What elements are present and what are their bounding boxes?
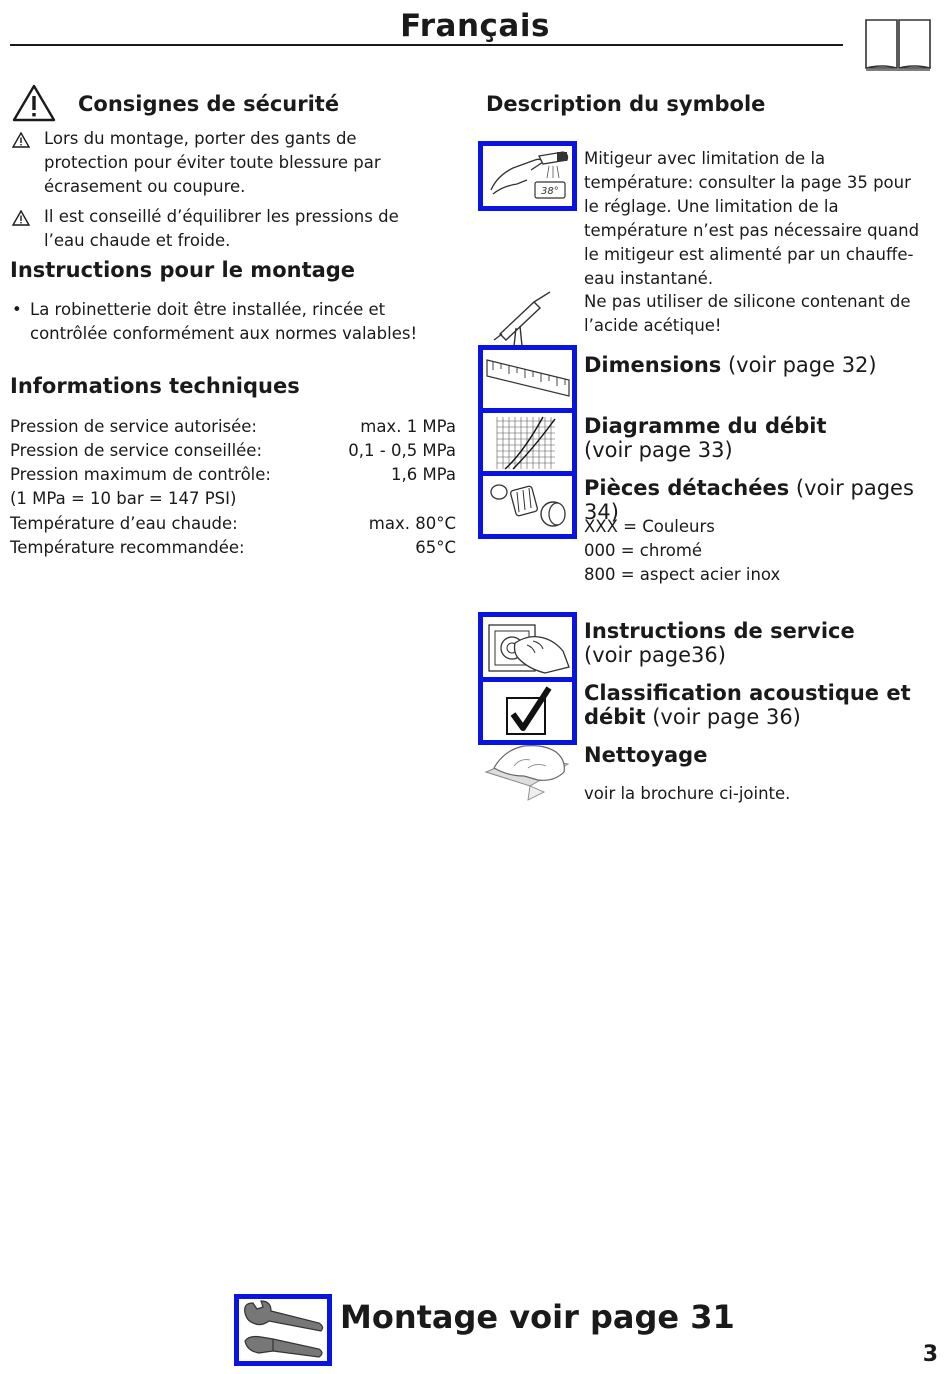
tech-label: Pression maximum de contrôle: xyxy=(10,465,271,484)
tech-row xyxy=(10,512,456,536)
tech-value: max. 1 MPa xyxy=(360,417,456,436)
safety-item-1: Lors du montage, porter des gants de protection pour éviter toute blessure par écrasement ou coupure. xyxy=(44,129,381,196)
tech-value: 0,1 - 0,5 MPa xyxy=(348,441,456,460)
color-code: 000 = chromé xyxy=(584,541,703,560)
mixer-text: Mitigeur avec limitation de la température: consulter la page 35 pour le réglage. Une limitation de la température n’est pas nécessaire quand le mitigeur est alimenté par un chauffe-eau instantané. xyxy=(584,149,920,288)
service-hand-icon xyxy=(483,617,572,677)
acoustic-label xyxy=(584,681,929,729)
tech-value: 1,6 MPa xyxy=(390,465,456,484)
flow-bold: Diagramme du débit xyxy=(584,414,827,438)
parts-ref: (voir pages 34) xyxy=(584,476,914,524)
dimensions-bold: Dimensions xyxy=(584,353,722,377)
tech-label: Pression de service autorisée: xyxy=(10,417,257,436)
checkmark-icon xyxy=(483,682,572,740)
tech-row xyxy=(10,415,456,439)
page-number: 3 xyxy=(922,1342,938,1367)
ruler-icon xyxy=(483,350,572,408)
bullet-dot: • xyxy=(12,300,22,319)
tech-heading: Informations techniques xyxy=(10,374,300,398)
thermostat-display: 38° xyxy=(541,186,559,197)
tech-label: Température d’eau chaude: xyxy=(10,514,238,533)
tech-value: max. 80°C xyxy=(368,514,456,533)
small-warning-icon xyxy=(12,132,30,148)
acoustic-symbol-box xyxy=(478,677,577,745)
tech-row xyxy=(10,536,456,560)
flow-ref: (voir page 33) xyxy=(584,438,733,462)
tech-row xyxy=(10,487,456,511)
acoustic-bold: Classification acoustique et débit xyxy=(584,681,911,729)
spare-parts-icon xyxy=(483,476,572,534)
dimensions-label xyxy=(584,353,877,377)
small-warning-icon xyxy=(12,210,30,226)
service-symbol-box xyxy=(478,612,577,682)
book-icon xyxy=(864,16,932,72)
montage-reference: Montage voir page 31 xyxy=(340,1298,735,1336)
montage-symbol-box xyxy=(234,1294,332,1366)
safety-heading: Consignes de sécurité xyxy=(78,92,340,116)
wrench-screwdriver-icon xyxy=(239,1299,327,1361)
silicone-text: Ne pas utiliser de silicone contenant de l’acide acétique! xyxy=(584,292,911,335)
tech-label: (1 MPa = 10 bar = 147 PSI) xyxy=(10,489,237,508)
color-code: 800 = aspect acier inox xyxy=(584,565,781,584)
title-rule xyxy=(10,44,843,46)
service-bold: Instructions de service xyxy=(584,619,855,643)
cleaning-bold: Nettoyage xyxy=(584,743,708,767)
flow-label xyxy=(584,414,929,462)
service-ref: (voir page36) xyxy=(584,643,726,667)
parts-symbol-box xyxy=(478,471,577,539)
safety-item-2: Il est conseillé d’équilibrer les pressions de l’eau chaude et froide. xyxy=(44,207,399,250)
thermostat-symbol-box xyxy=(478,141,577,211)
silicone-gun-icon xyxy=(490,290,560,348)
dimensions-ref: (voir page 32) xyxy=(721,353,877,377)
parts-bold: Pièces détachées xyxy=(584,476,790,500)
mounting-bullet: La robinetterie doit être installée, rincée et contrôlée conformément aux normes valables! xyxy=(30,300,418,343)
warning-icon xyxy=(12,84,56,122)
tech-row xyxy=(10,463,456,487)
color-code: XXX = Couleurs xyxy=(584,517,715,536)
tech-row xyxy=(10,439,456,463)
tech-value: 65°C xyxy=(415,538,456,557)
dimensions-symbol-box xyxy=(478,345,577,413)
service-label xyxy=(584,619,904,667)
thermostat-hand-icon xyxy=(483,146,572,206)
cleaning-hand-icon xyxy=(484,742,570,802)
flow-symbol-box xyxy=(478,408,577,476)
cleaning-label xyxy=(584,743,707,767)
symbol-heading: Description du symbole xyxy=(486,92,766,116)
tech-label: Pression de service conseillée: xyxy=(10,441,263,460)
page-title: Français xyxy=(400,8,550,44)
tech-label: Température recommandée: xyxy=(10,538,245,557)
cleaning-text: voir la brochure ci-jointe. xyxy=(584,784,791,803)
acoustic-ref: (voir page 36) xyxy=(645,705,801,729)
flow-diagram-icon xyxy=(483,413,572,471)
mounting-heading: Instructions pour le montage xyxy=(10,258,356,282)
